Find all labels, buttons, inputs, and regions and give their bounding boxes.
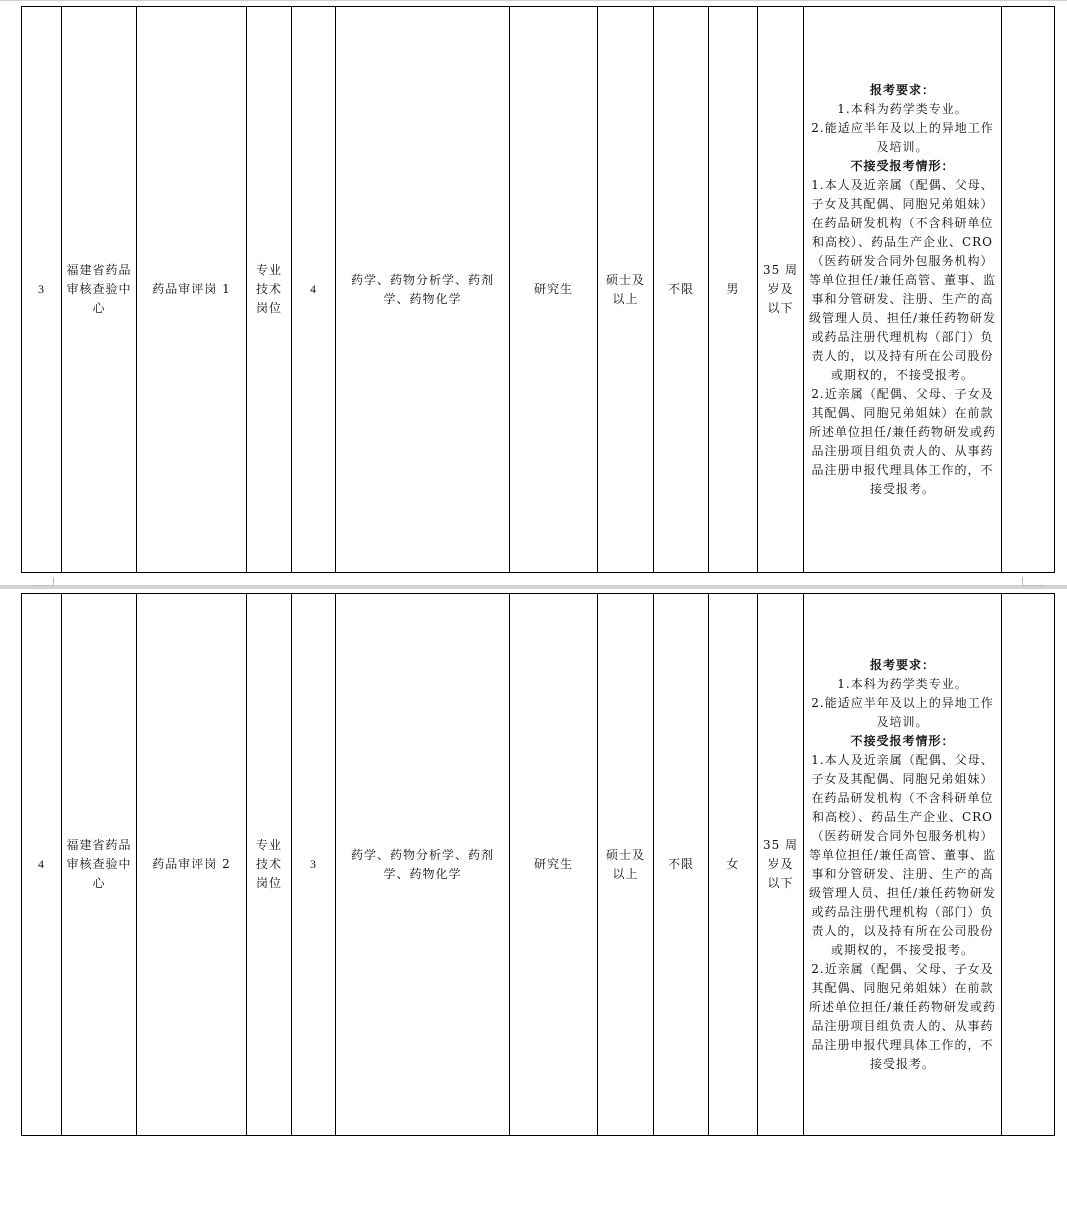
gender-requirement: 男 xyxy=(709,7,758,573)
education-level: 研究生 xyxy=(510,7,598,573)
political-status: 不限 xyxy=(654,7,709,573)
position-category: 专业技术岗位 xyxy=(247,7,292,573)
hiring-count: 4 xyxy=(292,7,336,573)
degree-requirement: 硕士及以上 xyxy=(598,594,654,1136)
row-index: 3 xyxy=(22,7,62,573)
exclusion-item: 2.近亲属（配偶、父母、子女及其配偶、同胞兄弟姐妹）在前款所述单位担任/兼任药物研发或药品注册项目组负责人的、从事药品注册申报代理具体工作的，不接受报考。 xyxy=(808,386,997,496)
position-name: 药品审评岗 1 xyxy=(137,7,247,573)
degree-requirement: 硕士及以上 xyxy=(598,7,654,573)
page-corner-mark xyxy=(33,577,54,586)
age-requirement: 35 周岁及以下 xyxy=(758,7,804,573)
requirements-heading: 报考要求： xyxy=(869,82,935,97)
requirement-item: 1.本科为药学类专业。 xyxy=(837,676,968,691)
remark-cell xyxy=(1002,594,1055,1136)
other-requirements xyxy=(804,594,1002,1136)
table-row xyxy=(22,7,1055,573)
requirement-item: 1.本科为药学类专业。 xyxy=(837,101,968,116)
employer-unit: 福建省药品审核查验中心 xyxy=(62,594,137,1136)
document-page-1 xyxy=(0,0,1067,585)
exclusion-heading: 不接受报考情形： xyxy=(850,158,955,173)
requirements-heading: 报考要求： xyxy=(869,657,935,672)
exclusion-item: 1.本人及近亲属（配偶、父母、子女及其配偶、同胞兄弟姐妹）在药品研发机构（不含科研单位和高校）、药品生产企业、CRO（医药研发合同外包服务机构）等单位担任/兼任高管、董事、监事和分管研发、注册、生产的高级管理人员、担任/兼任药物研发或药品注册代理机构（部门）负责人的，以及持有所在公司股份或期权的，不接受报考。 xyxy=(808,177,997,382)
exclusion-item: 2.近亲属（配偶、父母、子女及其配偶、同胞兄弟姐妹）在前款所述单位担任/兼任药物研发或药品注册项目组负责人的、从事药品注册申报代理具体工作的，不接受报考。 xyxy=(808,961,997,1071)
exclusion-heading: 不接受报考情形： xyxy=(850,733,955,748)
remark-cell xyxy=(1002,7,1055,573)
requirement-item: 2.能适应半年及以上的异地工作及培训。 xyxy=(811,120,994,154)
page-corner-mark xyxy=(1022,577,1045,586)
education-level: 研究生 xyxy=(510,594,598,1136)
hiring-count: 3 xyxy=(292,594,336,1136)
page-top-edge xyxy=(0,0,1067,1)
age-requirement: 35 周岁及以下 xyxy=(758,594,804,1136)
employer-unit: 福建省药品审核查验中心 xyxy=(62,7,137,573)
exclusion-item: 1.本人及近亲属（配偶、父母、子女及其配偶、同胞兄弟姐妹）在药品研发机构（不含科研单位和高校）、药品生产企业、CRO（医药研发合同外包服务机构）等单位担任/兼任高管、董事、监事和分管研发、注册、生产的高级管理人员、担任/兼任药物研发或药品注册代理机构（部门）负责人的，以及持有所在公司股份或期权的，不接受报考。 xyxy=(808,752,997,957)
row-index: 4 xyxy=(22,594,62,1136)
table-row xyxy=(22,594,1055,1136)
requirement-item: 2.能适应半年及以上的异地工作及培训。 xyxy=(811,695,994,729)
gender-requirement: 女 xyxy=(709,594,758,1136)
required-major: 药学、药物分析学、药剂学、药物化学 xyxy=(336,7,510,573)
political-status: 不限 xyxy=(654,594,709,1136)
position-name: 药品审评岗 2 xyxy=(137,594,247,1136)
document-page-2 xyxy=(0,589,1067,1214)
position-category: 专业技术岗位 xyxy=(247,594,292,1136)
job-table-row-4 xyxy=(21,593,1055,1136)
required-major: 药学、药物分析学、药剂学、药物化学 xyxy=(336,594,510,1136)
job-table-row-3 xyxy=(21,6,1055,573)
other-requirements xyxy=(804,7,1002,573)
